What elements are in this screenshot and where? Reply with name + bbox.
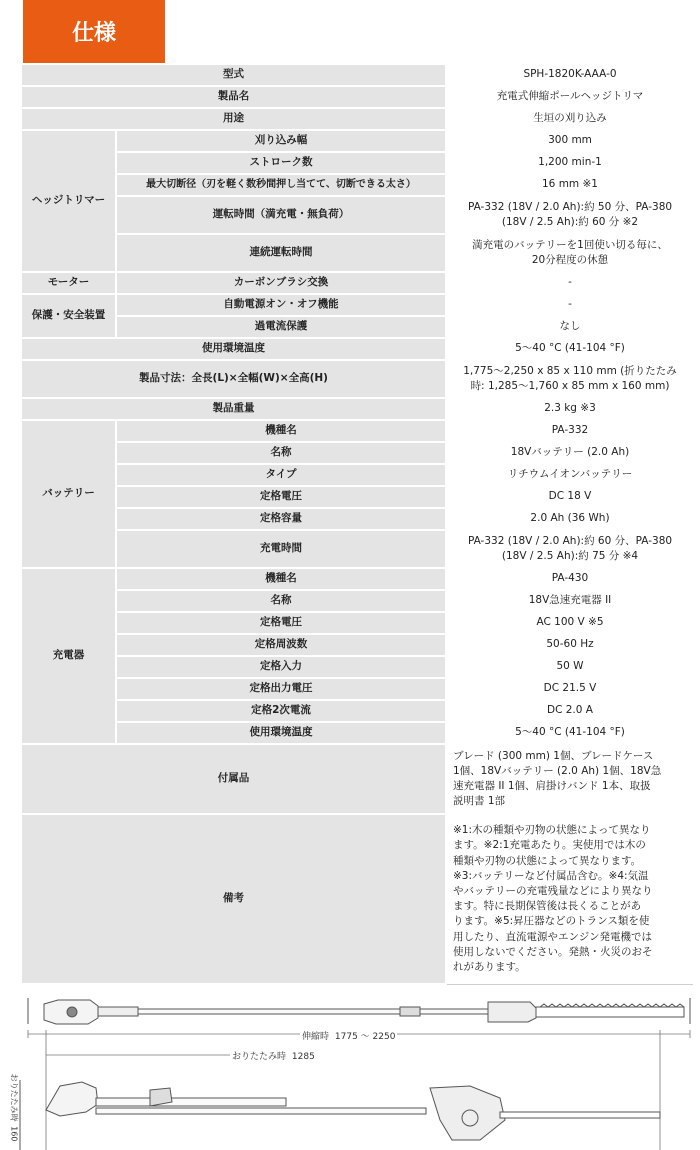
row-label: 付属品 xyxy=(21,744,446,814)
row-label: 定格周波数 xyxy=(116,634,446,656)
row-label: 定格出力電圧 xyxy=(116,678,446,700)
row-value: PA-430 xyxy=(446,568,694,590)
table-row xyxy=(21,86,694,108)
table-row xyxy=(21,634,694,656)
row-value: DC 18 V xyxy=(446,486,694,508)
row-label: 名称 xyxy=(116,442,446,464)
table-row xyxy=(21,744,694,814)
table-row xyxy=(21,590,694,612)
section-title: 仕様 xyxy=(71,20,116,46)
row-value: DC 2.0 A xyxy=(446,700,694,722)
category-safety: 保護・安全装置 xyxy=(21,294,116,338)
row-value: 18V急速充電器 II xyxy=(446,590,694,612)
value-line: ます。※2:1充電あたり。実使用では木の xyxy=(453,839,646,852)
category-battery: バッテリー xyxy=(21,420,116,568)
row-label: 充電時間 xyxy=(116,530,446,568)
row-label: カーボンブラシ交換 xyxy=(116,272,446,294)
row-label: 製品名 xyxy=(21,86,446,108)
row-label: 製品重量 xyxy=(21,398,446,420)
height-value: 160 xyxy=(9,1126,19,1142)
row-label: タイプ xyxy=(116,464,446,486)
value-line: (18V / 2.5 Ah):約 60 分 ※2 xyxy=(501,216,639,228)
row-label: 名称 xyxy=(116,590,446,612)
row-value: リチウムイオンバッテリー xyxy=(446,464,694,486)
table-row xyxy=(21,612,694,634)
row-label: 最大切断径（刃を軽く数秒間押し当てて、切断できる太さ） xyxy=(116,174,446,196)
row-label: 機種名 xyxy=(116,420,446,442)
row-value: なし xyxy=(446,316,694,338)
table-row xyxy=(21,464,694,486)
row-label: 定格電圧 xyxy=(116,612,446,634)
row-value: PA-332 xyxy=(446,420,694,442)
spec-table xyxy=(20,63,695,985)
table-row xyxy=(21,722,694,744)
table-row xyxy=(21,814,694,984)
value-line: れがあります。 xyxy=(453,961,526,974)
row-label: 過電流保護 xyxy=(116,316,446,338)
height-label: おりたたみ時 xyxy=(9,1073,19,1122)
row-label: 使用環境温度 xyxy=(116,722,446,744)
row-label: 運転時間（満充電・無負荷） xyxy=(116,196,446,234)
folded-height-label xyxy=(8,1072,19,1144)
row-value: 5～40 °C (41-104 °F) xyxy=(446,722,694,744)
row-label: 定格電圧 xyxy=(116,486,446,508)
row-value xyxy=(446,530,694,568)
row-value: 50 W xyxy=(446,656,694,678)
table-row xyxy=(21,174,694,196)
row-label: 定格入力 xyxy=(116,656,446,678)
table-row xyxy=(21,398,694,420)
category-charger: 充電器 xyxy=(21,568,116,744)
folded-label: おりたたみ時 xyxy=(232,1052,287,1062)
row-value: - xyxy=(446,272,694,294)
row-label: 備考 xyxy=(21,814,446,984)
value-line: ブレード (300 mm) 1個、ブレードケース xyxy=(453,749,654,762)
table-row xyxy=(21,196,694,234)
row-value: 1,200 min-1 xyxy=(446,152,694,174)
value-line: 用したり、直流電源やエンジン発電機では xyxy=(453,930,652,943)
row-label: 型式 xyxy=(21,64,446,86)
row-label: ストローク数 xyxy=(116,152,446,174)
table-row xyxy=(21,108,694,130)
row-value: AC 100 V ※5 xyxy=(446,612,694,634)
table-row xyxy=(21,442,694,464)
category-hedge-trimmer: ヘッジトリマー xyxy=(21,130,116,272)
table-row xyxy=(21,486,694,508)
value-line: 使用しないでください。発熱・火災のおそ xyxy=(453,945,653,958)
folded-value: 1285 xyxy=(291,1052,315,1062)
row-value xyxy=(446,196,694,234)
dimension-diagram xyxy=(0,990,700,1150)
value-line: 20分程度の休憩 xyxy=(531,254,609,266)
table-row xyxy=(21,272,694,294)
row-label: 用途 xyxy=(21,108,446,130)
value-line: 満充電のバッテリーを1回使い切る毎に、 xyxy=(472,238,668,251)
table-row xyxy=(21,656,694,678)
row-label: 定格2次電流 xyxy=(116,700,446,722)
table-row xyxy=(21,420,694,442)
table-row xyxy=(21,360,694,398)
row-value: - xyxy=(446,294,694,316)
table-row xyxy=(21,64,694,86)
row-value: 50-60 Hz xyxy=(446,634,694,656)
table-row xyxy=(21,568,694,590)
row-value: 充電式伸縮ポールヘッジトリマ xyxy=(446,86,694,108)
value-line: PA-332 (18V / 2.0 Ah):約 60 分、PA-380 xyxy=(467,534,673,547)
value-line: 1個、18Vバッテリー (2.0 Ah) 1個、18V急 xyxy=(453,764,662,777)
value-line: 種類や刃物の状態によって異なります。 xyxy=(453,854,642,867)
row-value: 2.0 Ah (36 Wh) xyxy=(446,508,694,530)
value-line: やバッテリーの充電残量などにより異なり xyxy=(453,885,653,898)
table-row xyxy=(21,508,694,530)
table-row xyxy=(21,700,694,722)
table-row xyxy=(21,152,694,174)
table-row xyxy=(21,338,694,360)
row-label: 使用環境温度 xyxy=(21,338,446,360)
extended-value: 1775 ～ 2250 xyxy=(334,1032,396,1042)
row-value: SPH-1820K-AAA-0 xyxy=(446,64,694,86)
notes-value xyxy=(446,814,694,984)
value-line: ※3:バッテリーなど付属品含む。※4:気温 xyxy=(453,869,649,882)
extended-length-label xyxy=(300,1029,397,1042)
value-line: 速充電器 II 1個、肩掛けバンド 1本、取扱 xyxy=(453,780,651,792)
row-label: 連続運転時間 xyxy=(116,234,446,272)
value-line: ります。※5:昇圧器などのトランス類を使 xyxy=(453,915,650,928)
row-value: 2.3 kg ※3 xyxy=(446,398,694,420)
folded-trimmer-outline xyxy=(20,1080,660,1150)
spec-section-tab xyxy=(23,0,165,66)
trimmer-drawing xyxy=(0,990,700,1150)
value-line: (18V / 2.5 Ah):約 75 分 ※4 xyxy=(501,550,639,562)
row-value: 18Vバッテリー (2.0 Ah) xyxy=(446,442,694,464)
accessories-value xyxy=(446,744,694,814)
table-row xyxy=(21,678,694,700)
row-value: 300 mm xyxy=(446,130,694,152)
value-line: 時: 1,285～1,760 x 85 mm x 160 mm) xyxy=(470,380,670,392)
value-line: PA-332 (18V / 2.0 Ah):約 50 分、PA-380 xyxy=(467,200,673,213)
table-row xyxy=(21,294,694,316)
row-value xyxy=(446,360,694,398)
row-label: 自動電源オン・オフ機能 xyxy=(116,294,446,316)
value-line: ※1:木の種類や刃物の状態によって異なり xyxy=(453,824,651,837)
extended-trimmer-outline xyxy=(28,998,690,1024)
table-row xyxy=(21,316,694,338)
table-row xyxy=(21,130,694,152)
row-value: 生垣の刈り込み xyxy=(446,108,694,130)
row-label: 製品寸法：全長(L)×全幅(W)×全高(H) xyxy=(21,360,446,398)
value-line: 説明書 1部 xyxy=(453,795,506,808)
folded-dimension-line xyxy=(46,1030,660,1150)
folded-length-label xyxy=(230,1049,317,1062)
row-label: 機種名 xyxy=(116,568,446,590)
table-row xyxy=(21,234,694,272)
row-label: 定格容量 xyxy=(116,508,446,530)
category-motor: モーター xyxy=(21,272,116,294)
row-label: 刈り込み幅 xyxy=(116,130,446,152)
table-row xyxy=(21,530,694,568)
row-value: 5～40 °C (41-104 °F) xyxy=(446,338,694,360)
value-line: ます。特に長期保管後は長くることがあ xyxy=(453,900,642,913)
row-value: DC 21.5 V xyxy=(446,678,694,700)
row-value xyxy=(446,234,694,272)
value-line: 1,775～2,250 x 85 x 110 mm (折りたたみ xyxy=(463,364,677,377)
row-value: 16 mm ※1 xyxy=(446,174,694,196)
extended-label: 伸縮時 xyxy=(302,1032,330,1042)
